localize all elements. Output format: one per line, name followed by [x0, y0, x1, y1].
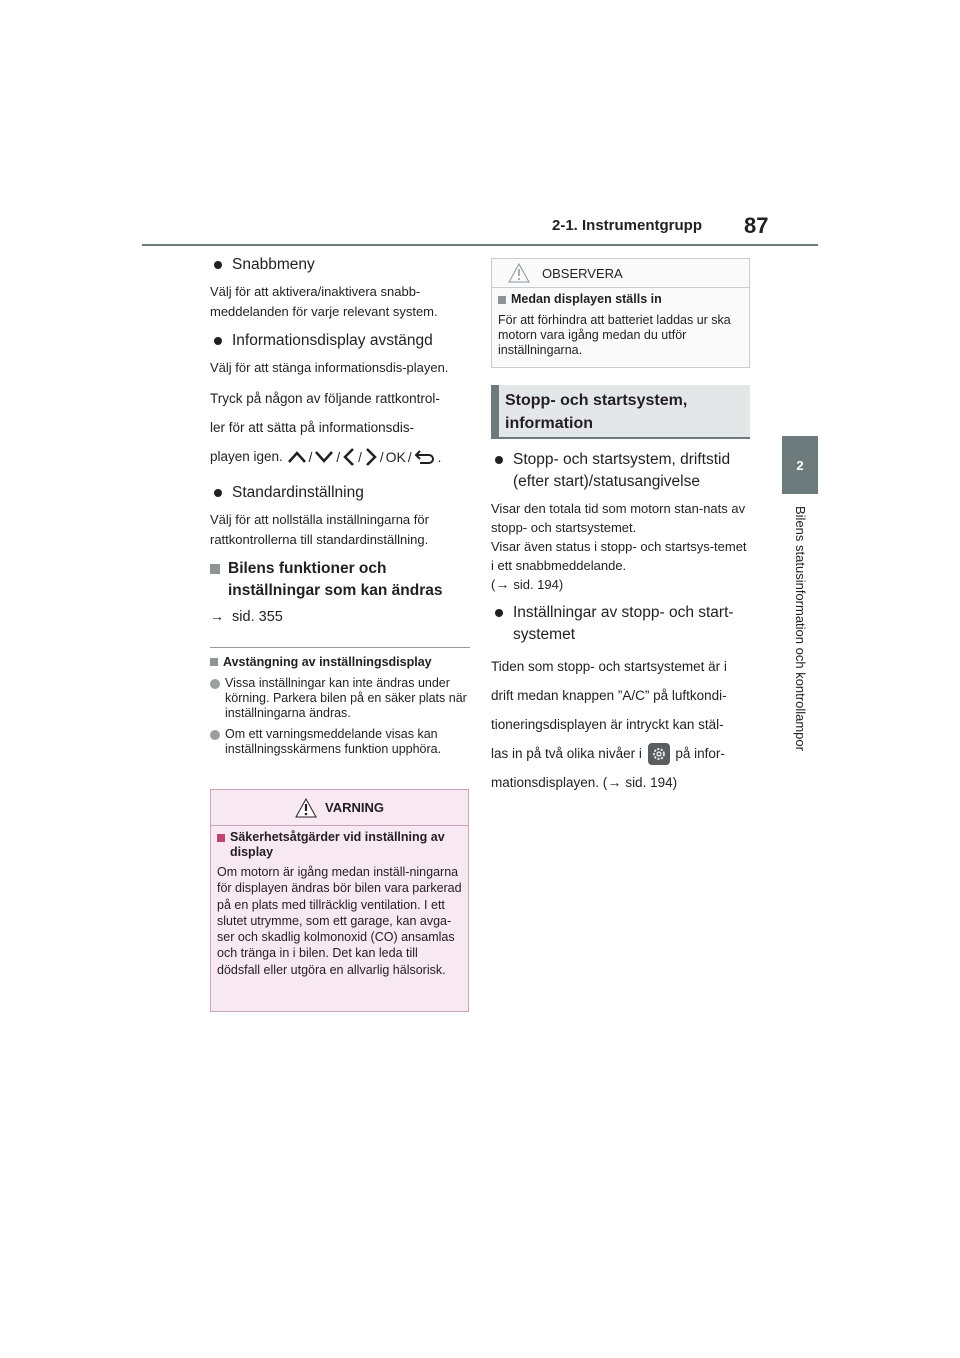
arrow-right-icon: → [607, 774, 622, 790]
paragraph-line-text: las in på två olika nivåer i [491, 746, 642, 761]
bullet-heading-text: Inställningar av stopp- och start-systemet [513, 604, 734, 643]
circle-bullet-icon [210, 730, 220, 740]
bullet-heading-installningar [491, 602, 750, 646]
circle-bullet-icon [210, 679, 220, 689]
header-section-title: 2-1. Instrumentgrupp [552, 217, 703, 234]
paragraph-line-ref [491, 768, 750, 797]
notice-body: För att förhindra att batteriet laddas ur ska motorn vara igång medan du utför inställningarna. [498, 313, 731, 357]
paragraph-line: drift medan knappen ”A/C” på luftkondi- [491, 688, 727, 703]
paragraph-line-gear [491, 739, 750, 768]
bullet-heading-text: Informationsdisplay avstängd [232, 332, 433, 349]
bullet-dot-icon [495, 456, 503, 464]
arrow-right-icon: → [210, 607, 224, 624]
page-reference-text: sid. 194) [513, 577, 564, 592]
ok-button-label: OK [385, 448, 406, 465]
bullet-heading-text: Stopp- och startsystem, driftstid (efter start)/statusangivelse [513, 451, 731, 490]
chevron-down-icon [314, 450, 334, 464]
paragraph-line-text: playen igen. [210, 449, 283, 464]
page-number: 87 [744, 213, 769, 238]
bullet-heading-driftstid [491, 449, 750, 493]
chapter-tab: 2 [782, 436, 818, 494]
paragraph-line: Tiden som stopp- och startsystemet är i [491, 659, 727, 674]
paragraph-line-text: på infor- [675, 746, 725, 761]
paragraph: Välj för att aktivera/inaktivera snabb-meddelanden för varje relevant system. [210, 284, 438, 319]
bullet-heading-snabbmeny [210, 254, 470, 276]
notice-header-text: OBSERVERA [542, 265, 623, 281]
header-divider [142, 244, 818, 246]
note-item [210, 727, 470, 757]
subsection-heading-text: Bilens funktioner och inställningar som kan ändras [228, 559, 443, 599]
notice-subtitle-text: Medan displayen ställs in [511, 292, 662, 306]
bullet-heading-standard [210, 482, 470, 504]
paragraph: Visar den totala tid som motorn stan-nats av stopp- och startsystemet. [491, 501, 746, 535]
chapter-title: Bilens statusinformation och kontrollampor [793, 506, 808, 751]
bullet-heading-infodisplay [210, 330, 470, 352]
chevron-up-icon [287, 450, 307, 464]
paragraph-line: Tryck på någon av följande rattkontrol- [210, 391, 440, 406]
note-box [210, 647, 470, 757]
paragraph-line-text: mationsdisplayen. ( [491, 775, 608, 790]
warning-subtitle-text: Säkerhetsåtgärder vid inställning av display [230, 830, 445, 859]
warning-subtitle [211, 826, 468, 860]
page-reference [210, 608, 470, 625]
square-bullet-icon [498, 296, 506, 304]
paragraph: Välj för att nollställa inställningarna för rattkontrollerna till standardinställning. [210, 511, 429, 547]
chevron-right-icon [364, 447, 378, 467]
left-column [210, 254, 470, 763]
back-arrow-icon [414, 449, 436, 465]
warning-header-text: VARNING [325, 800, 384, 815]
arrow-right-icon: → [495, 576, 510, 592]
section-heading: Stopp- och startsystem, information [491, 385, 750, 439]
page-reference-text: sid. 194) [625, 775, 678, 790]
page-reference-text: sid. 355 [232, 608, 283, 625]
bullet-dot-icon [214, 261, 222, 269]
bullet-heading-text: Snabbmeny [232, 256, 315, 273]
notice-box [491, 258, 750, 368]
caution-triangle-icon [508, 263, 530, 283]
steering-controls: / / / / OK / . [287, 443, 442, 472]
warning-body: Om motorn är igång medan inställ-ningarna för displayen ändras bör bilen vara parkerad på en plats med tillräcklig ventilation. I ett slutet utrymme, som ett garage, kan avga-ser och skadlig kolmonoxid (CO) ansamlas och tränga in i bilen. Det kan leda till dödsfall eller utgöra en allvarlig hälsorisk. [217, 865, 462, 977]
note-item-text: Vissa inställningar kan inte ändras under körning. Parkera bilen på en säker plats när inställningarna ändras. [225, 675, 467, 720]
bullet-dot-icon [214, 489, 222, 497]
paren-open: ( [491, 577, 496, 592]
bullet-dot-icon [214, 337, 222, 345]
note-item [210, 676, 470, 721]
paragraph: Visar även status i stopp- och startsys-temet i ett snabbmeddelande. [491, 539, 747, 573]
warning-triangle-icon [295, 798, 317, 818]
paragraph: Välj för att stänga informationsdis-playen. [210, 360, 449, 375]
subsection-heading [210, 558, 470, 602]
square-bullet-icon [217, 834, 225, 842]
square-bullet-icon [210, 564, 220, 574]
notice-subtitle [492, 288, 749, 307]
paragraph-line-controls [210, 442, 470, 472]
note-item-text: Om ett varningsmeddelande visas kan inställningsskärmens funktion upphöra. [225, 726, 442, 756]
note-title [210, 654, 470, 670]
warning-box [210, 789, 469, 1012]
notice-header [492, 259, 749, 288]
paragraph-line: ler för att sätta på informationsdis- [210, 420, 415, 435]
note-title-text: Avstängning av inställningsdisplay [223, 654, 432, 669]
paragraph-line: tioneringsdisplayen är intryckt kan stäl- [491, 717, 724, 732]
warning-header [211, 790, 468, 826]
chevron-left-icon [342, 447, 356, 467]
bullet-heading-text: Standardinställning [232, 483, 364, 501]
settings-gear-icon [648, 743, 670, 765]
square-bullet-icon [210, 658, 218, 666]
page-reference [491, 575, 750, 594]
bullet-dot-icon [495, 609, 503, 617]
right-column [491, 258, 750, 797]
